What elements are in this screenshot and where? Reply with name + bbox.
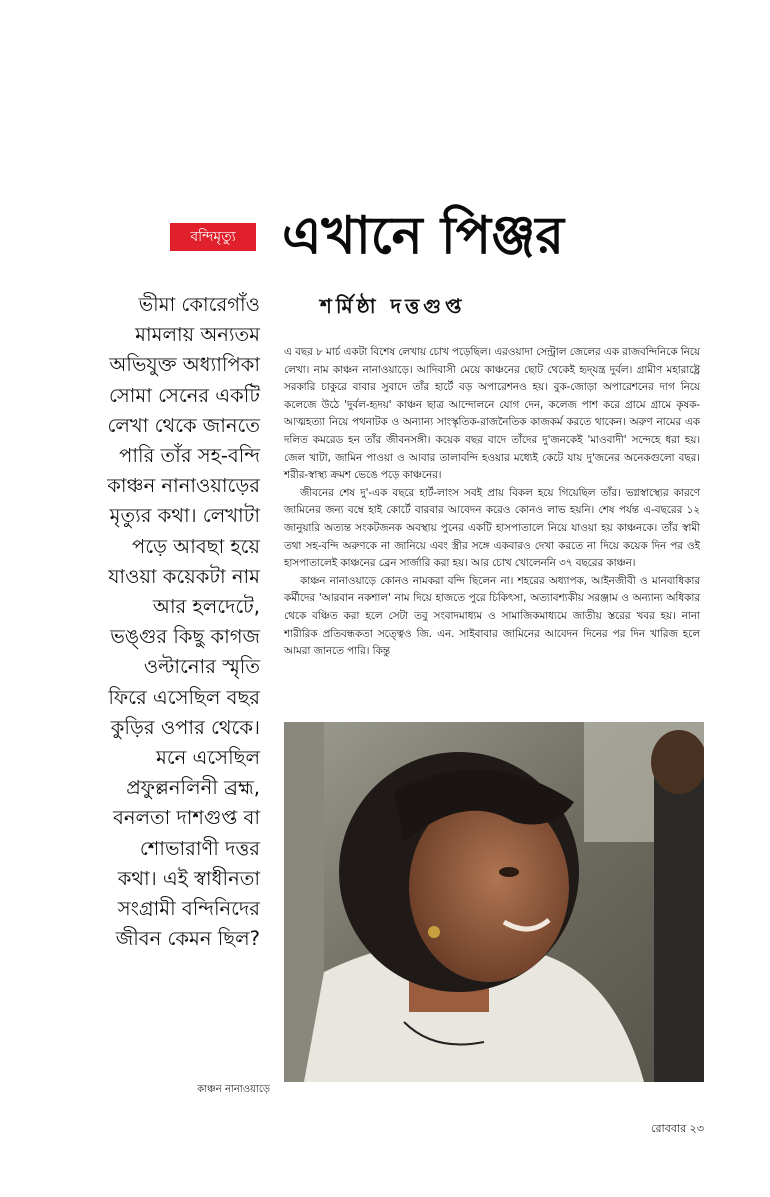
article-photo [284,722,704,1082]
body-paragraph-2: জীবনের শেষ দু'-এক বছরে হার্ট-লাংস সবই প্রায় বিকল হয়ে গিয়েছিল তাঁর। ভগ্নস্বাস্থ্যের কারণে জামিনের জন্য বম্বে হাই কোর্টে বারবার আবেদন করেও কোনও লাভ হয়নি। শেষ পর্যন্ত এ-বছরের ১২ জানুয়ারি অত্যন্ত সংকটজনক অবস্থায় পুনের একটি হাসপাতালে নিয়ে যাওয়া হয় কাঞ্চনকে। তাঁর স্বামী তথা সহ-বন্দি অরুণকে না জানিয়ে এবং স্ত্রীর সঙ্গে একবারও দেখা করতে না দিয়ে কয়েক দিন পর ওই হাসপাতালেই কাঞ্চনের ব্রেন সার্জারি করা হয়। আর চোখ খোলেননি ৩৭ বছরের কাঞ্চন। [284,486,700,570]
body-paragraph-1: এ বছর ৮ মার্চ একটা বিশেষ লেখায় চোখ পড়েছিল। এরওয়াদা সেন্ট্রাল জেলের এক রাজবন্দিনিকে নিয়ে লেখা। নাম কাঞ্চন নানাওয়াড়ে। আদিবাসী মেয়ে কাঞ্চনের ছোট থেকেই হৃদ্‌যন্ত্র দুর্বল। গ্রামীণ মহারাষ্ট্রে সরকারি চাকুরে বাবার সুবাদে তাঁর হার্টে বড় অপারেশনও হয়। বুক-জোড়া অপারেশনের দাগ নিয়ে কলেজে উঠে 'দুর্বল-হৃদয়' কাঞ্চন ছাত্র আন্দোলনে যোগ দেন, কলেজ পাশ করে গ্রামে গ্রামে কৃষক-আত্মহত্যা নিয়ে পথনাটক ও অন্যান্য সাংস্কৃতিক-রাজনৈতিক কাজকর্ম করতে থাকেন। অরুণ নামের এক দলিত কমরেড হন তাঁর জীবনসঙ্গী। কয়েক বছর বাদে তাঁদের দু'জনকেই 'মাওবাদী' সন্দেহে ধরা হয়। জেল খাটা, জামিন পাওয়া ও আবার তালাবন্দি হওয়ার মধ্যেই কেটে যায় দু'জনের অনেকগুলো বছর। শরীর-স্বাস্থ্য ক্রমশ ভেঙে পড়ে কাঞ্চনের। [284,346,700,482]
article-body [284,344,700,661]
pull-quote [100,290,260,954]
section-tag: বন্দিমৃত্যু [170,223,256,251]
photo-caption: কাঞ্চন নানাওয়াড়ে [197,1084,270,1095]
byline: শর্মিষ্ঠা দত্তগুপ্ত [320,294,466,318]
pull-quote-text: ভীমা কোরেগাঁও মামলায় অন্যতম অভিযুক্ত অধ্যাপিকা সোমা সেনের একটি লেখা থেকে জানতে পারি তাঁর সহ-বন্দি কাঞ্চন নানাওয়াড়ের মৃত্যুর কথা। লেখাটা পড়ে আবছা হয়ে যাওয়া কয়েকটা নাম আর হলদেটে, ভঙ্গুর কিছু কাগজ ওল্টানোর স্মৃতি ফিরে এসেছিল বছর কুড়ির ওপার থেকে। মনে এসেছিল প্রফুল্লনলিনী ব্রহ্ম, বনলতা দাশগুপ্ত বা শোভারাণী দত্তর কথা। এই স্বাধীনতা সংগ্রামী বন্দিনিদের জীবন কেমন ছিল? [107,293,260,951]
body-paragraph-3: কাঞ্চন নানাওয়াড়ে কোনও নামকরা বন্দি ছিলেন না। শহরের অধ্যাপক, আইনজীবী ও মানবাধিকার কর্মীদের 'আরবান নকশাল' নাম দিয়ে হাজতে পুরে চিকিৎসা, অত্যাবশ্যকীয় সরঞ্জাম ও অন্যান্য অধিকার থেকে বঞ্চিত করা হলে সেটা তবু সংবাদমাধ্যম ও সামাজিকমাধ্যমে জাতীয় স্তরের খবর হয়। নানা শারীরিক প্রতিবন্ধকতা সত্ত্বেও জি. এন. সাইবাবার জামিনের আবেদন দিনের পর দিন খারিজ হলে আমরা জানতে পারি। কিন্তু [284,574,700,658]
headline: এখানে পিঞ্জর [282,206,565,266]
photo-illustration [284,722,704,1082]
page-folio: রোববার ২৩ [651,1122,704,1135]
